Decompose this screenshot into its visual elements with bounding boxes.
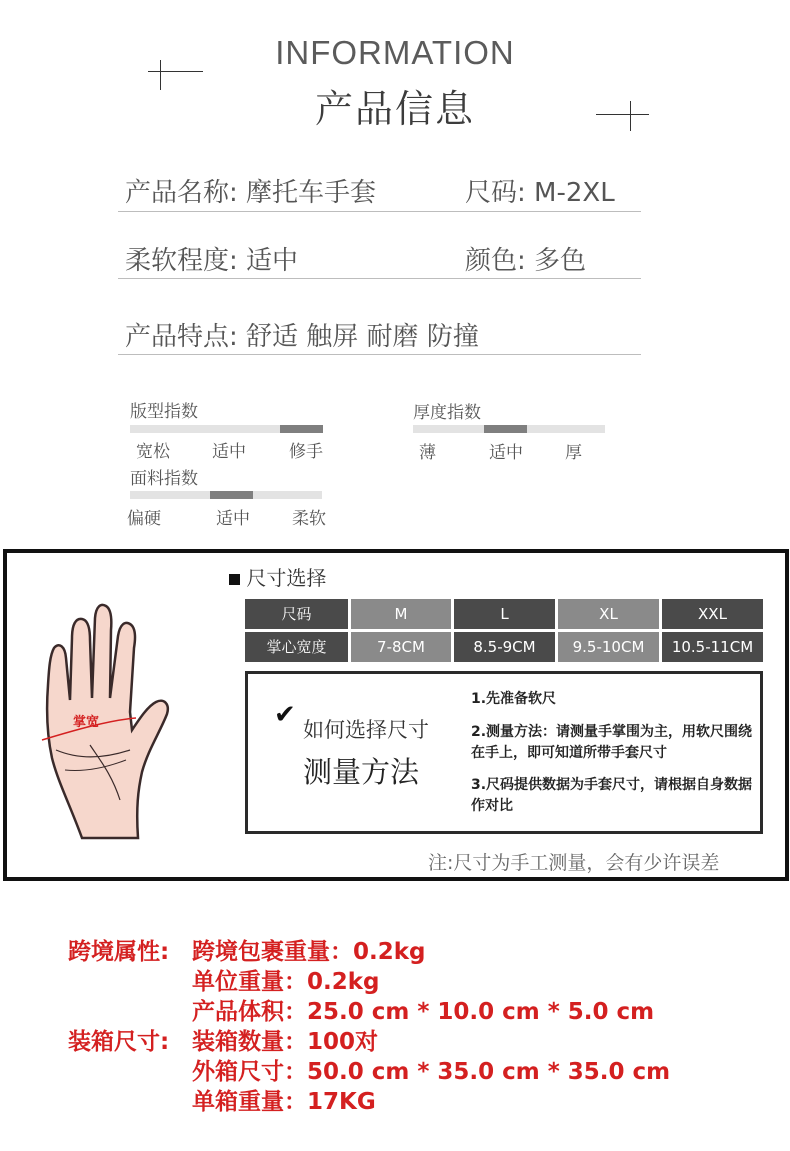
hand-measurement-illustration [30,600,190,845]
table-header-cell: M [351,599,451,629]
fabric-label-medium: 适中 [216,509,250,529]
product-name: 产品名称: 摩托车手套 [125,178,377,208]
divider [118,354,641,355]
hand-label: 掌宽 [73,715,100,730]
how-to-heading: 如何选择尺寸 [303,718,429,742]
product-size: 尺码: M-2XL [465,178,615,208]
box-weight: 单箱重量：17KG [192,1089,376,1115]
table-row-label: 掌心宽度 [245,632,348,662]
size-section-title-text: 尺寸选择 [246,566,327,590]
table-header-cell: L [454,599,555,629]
fit-index-marker [280,425,323,433]
table-cell: 9.5-10CM [558,632,659,662]
crosshair-left-h [148,71,203,72]
fit-label-slim: 修手 [289,442,323,462]
table-header-cell: XXL [662,599,763,629]
square-bullet-icon [229,574,240,585]
fabric-index-title: 面料指数 [130,469,198,489]
fabric-index-marker [210,491,253,499]
step-3: 3.尺码提供数据为手套尺寸，请根据自身数据作对比 [471,777,753,814]
divider [118,278,641,279]
step-1: 1.先准备软尺 [471,691,557,707]
divider [118,211,641,212]
product-features: 产品特点: 舒适 触屏 耐磨 防撞 [125,322,479,352]
thickness-label-medium: 适中 [489,443,523,463]
hand-palm-shape [47,605,168,838]
thickness-index-marker [484,425,527,433]
package-weight: 跨境包裹重量：0.2kg [192,939,426,965]
size-section-title [229,562,326,591]
crosshair-right-v [630,101,631,131]
thickness-index-title: 厚度指数 [413,403,481,423]
table-cell: 8.5-9CM [454,632,555,662]
table-header-cell: 尺码 [245,599,348,629]
step-2: 2.测量方法：请测量手掌围为主，用软尺围绕在手上，即可知道所带手套尺寸 [471,724,753,761]
fit-label-loose: 宽松 [136,442,170,462]
unit-weight: 单位重量：0.2kg [192,969,380,995]
fit-label-medium: 适中 [212,442,246,462]
header-title-cn: 产品信息 [314,87,475,131]
product-softness: 柔软程度: 适中 [125,246,299,276]
fit-index-title: 版型指数 [130,402,198,422]
cross-border-label: 跨境属性: [68,939,170,965]
boxing-label: 装箱尺寸: [68,1029,170,1055]
product-color: 颜色: 多色 [465,246,587,276]
product-volume: 产品体积：25.0 cm * 10.0 cm * 5.0 cm [192,999,655,1025]
fabric-label-hard: 偏硬 [127,509,161,529]
measurement-note: 注:尺寸为手工测量，会有少许误差 [428,852,720,874]
crosshair-right-h [596,114,649,115]
crosshair-left-v [160,60,161,90]
table-cell: 7-8CM [351,632,451,662]
table-header-cell: XL [558,599,659,629]
checkmark-icon: ✔ [274,700,296,730]
thickness-label-thick: 厚 [565,443,582,463]
box-quantity: 装箱数量：100对 [192,1029,379,1055]
measure-method-heading: 测量方法 [303,755,420,789]
box-size: 外箱尺寸：50.0 cm * 35.0 cm * 35.0 cm [192,1059,671,1085]
header-title-en: INFORMATION [275,34,515,71]
thickness-label-thin: 薄 [419,443,436,463]
fabric-label-soft: 柔软 [292,509,326,529]
table-cell: 10.5-11CM [662,632,763,662]
